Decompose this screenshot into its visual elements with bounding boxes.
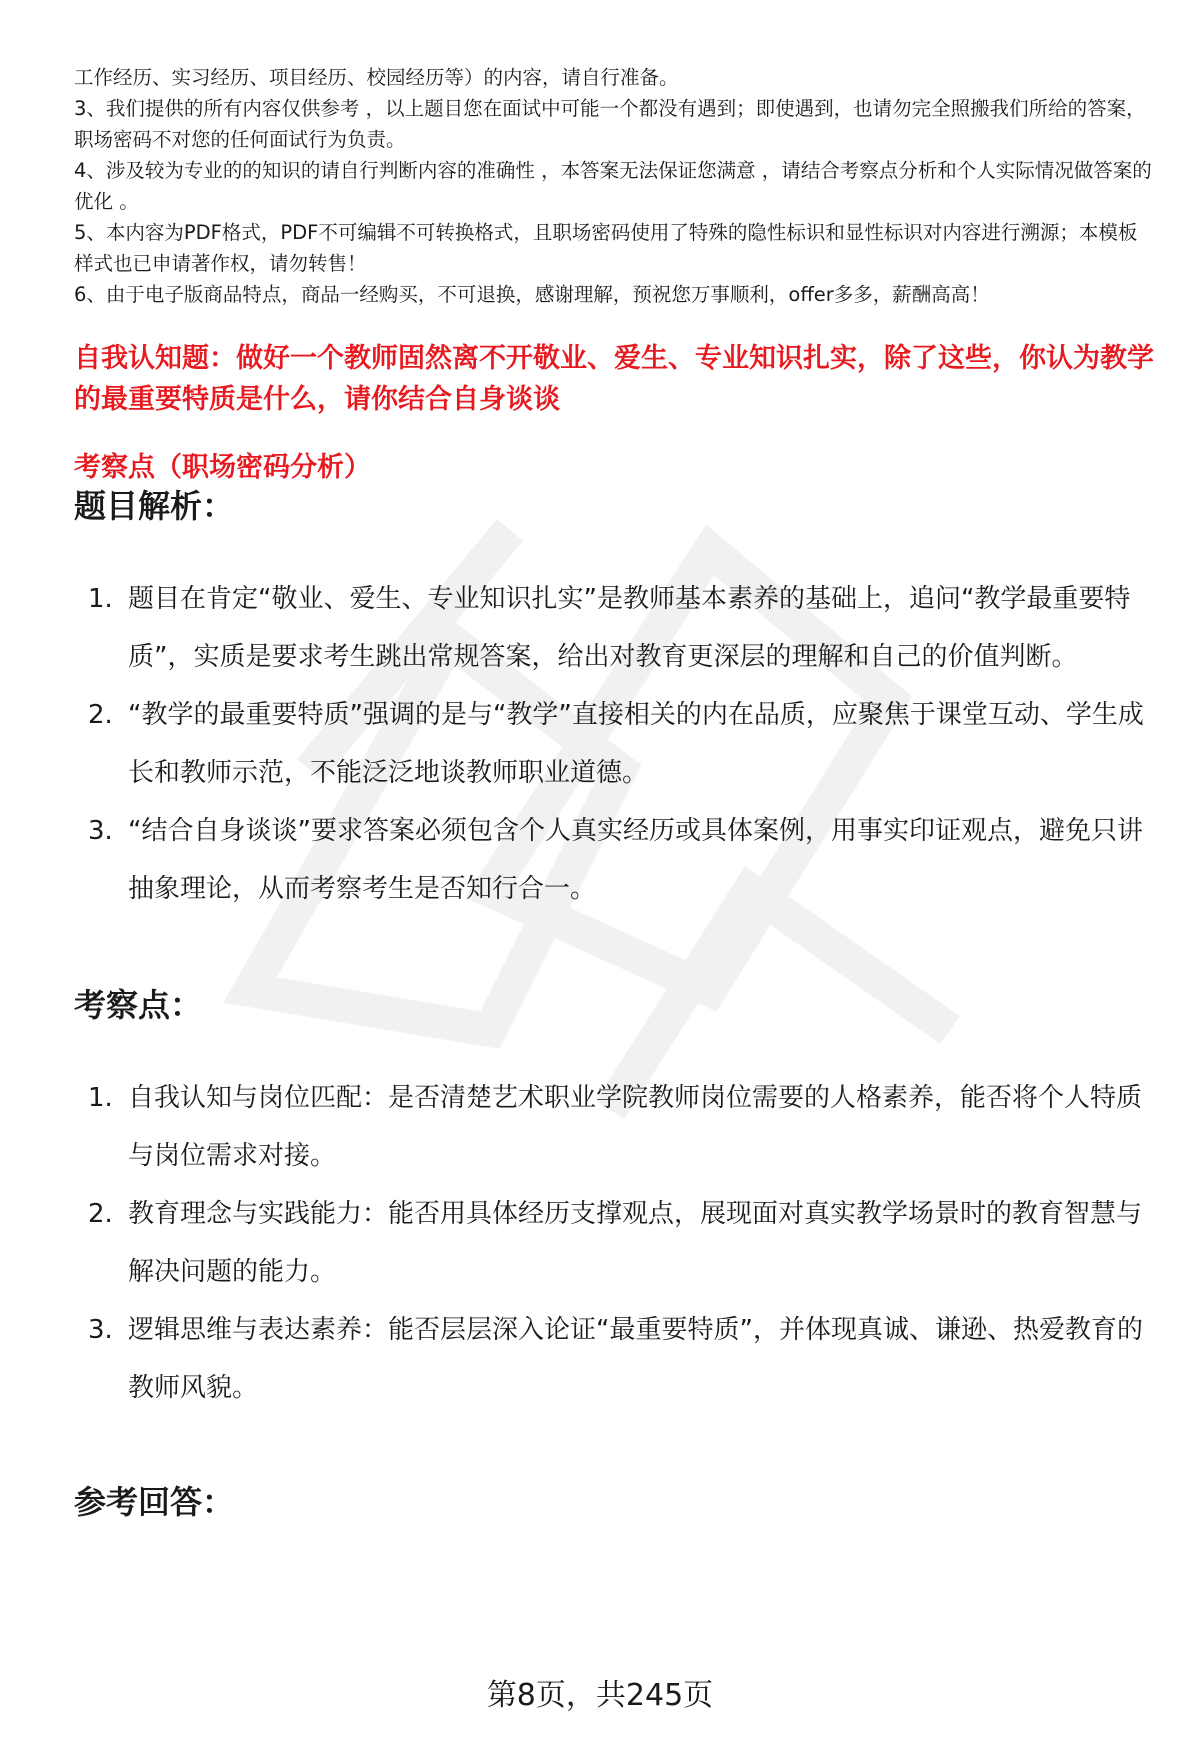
question-title: 自我认知题：做好一个教师固然离不开敬业、爱生、专业知识扎实，除了这些，你认为教学的最重要特质是什么，请你结合自身谈谈	[74, 343, 1154, 415]
list-number: 2.	[88, 700, 113, 730]
points-heading: 考察点：	[74, 986, 203, 1024]
list-item	[74, 802, 1154, 918]
analysis-heading: 题目解析：	[74, 487, 235, 525]
points-list	[74, 1069, 1154, 1417]
list-item	[74, 1301, 1154, 1417]
list-number: 2.	[88, 1199, 113, 1229]
note-line: 3、我们提供的所有内容仅供参考 ，以上题目您在面试中可能一个都没有遇到；即使遇到，也请勿完全照搬我们所给的答案，职场密码不对您的任何面试行为负责。	[74, 97, 1146, 151]
note-line: 4、涉及较为专业的的知识的请自行判断内容的准确性 ，本答案无法保证您满意 ，请结合考察点分析和个人实际情况做答案的优化 。	[74, 159, 1152, 213]
list-item	[74, 1185, 1154, 1301]
list-text: “教学的最重要特质”强调的是与“教学”直接相关的内在品质，应聚焦于课堂互动、学生成长和教师示范，不能泛泛地谈教师职业道德。	[128, 700, 1144, 788]
list-text: 题目在肯定“敬业、爱生、专业知识扎实”是教师基本素养的基础上，追问“教学最重要特质”，实质是要求考生跳出常规答案，给出对教育更深层的理解和自己的价值判断。	[128, 584, 1131, 672]
list-number: 3.	[88, 1315, 113, 1345]
list-item	[74, 686, 1154, 802]
note-line: 6、由于电子版商品特点，商品一经购买，不可退换，感谢理解，预祝您万事顺利，offer多多，薪酬高高！	[74, 283, 990, 306]
list-number: 1.	[88, 584, 113, 614]
notes-block	[74, 62, 1154, 310]
reference-heading: 参考回答：	[74, 1483, 235, 1521]
page-number: 第8页，共245页	[486, 1678, 714, 1713]
analysis-list	[74, 570, 1154, 918]
note-line: 工作经历、实习经历、项目经历、校园经历等）的内容，请自行准备。	[74, 66, 679, 89]
analysis-subtitle: 考察点（职场密码分析）	[74, 452, 371, 483]
list-text: “结合自身谈谈”要求答案必须包含个人真实经历或具体案例，用事实印证观点，避免只讲抽象理论，从而考察考生是否知行合一。	[128, 816, 1143, 904]
list-text: 教育理念与实践能力：能否用具体经历支撑观点，展现面对真实教学场景时的教育智慧与解决问题的能力。	[128, 1199, 1143, 1287]
note-line: 5、本内容为PDF格式，PDF不可编辑不可转换格式，且职场密码使用了特殊的隐性标识和显性标识对内容进行溯源；本模板样式也已申请著作权，请勿转售！	[74, 221, 1138, 275]
list-item	[74, 1069, 1154, 1185]
list-number: 3.	[88, 816, 113, 846]
list-number: 1.	[88, 1083, 113, 1113]
list-item	[74, 570, 1154, 686]
list-text: 自我认知与岗位匹配：是否清楚艺术职业学院教师岗位需要的人格素养，能否将个人特质与岗位需求对接。	[128, 1083, 1143, 1171]
list-text: 逻辑思维与表达素养：能否层层深入论证“最重要特质”，并体现真诚、谦逊、热爱教育的教师风貌。	[128, 1315, 1143, 1403]
